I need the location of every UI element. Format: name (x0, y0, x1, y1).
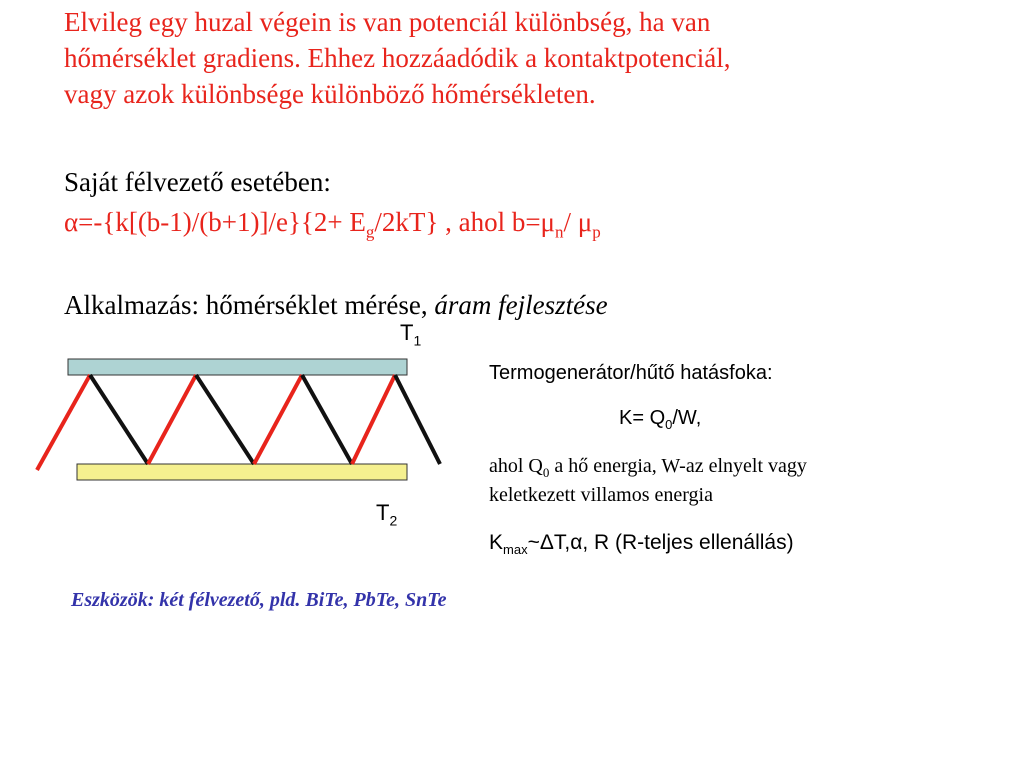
t1-sub: 1 (413, 332, 422, 349)
bottom-plate (77, 464, 407, 480)
wire-black-2 (196, 375, 254, 464)
kmax-line (489, 531, 794, 557)
formula-sub-p: p (592, 222, 601, 242)
eff-desc1-sub: 0 (542, 465, 550, 480)
formula-part-1: α=-{k[(b-1)/(b+1)]/e}{2+ E (64, 207, 366, 237)
wire-red-1 (37, 375, 90, 470)
t2-label (376, 500, 397, 528)
kmax-sub: max (503, 542, 528, 558)
formula-sub-n: n (555, 222, 564, 242)
wire-black-1 (90, 375, 148, 464)
t2-main: T (376, 500, 390, 525)
formula-part-2: /2kT} , ahol b=μ (374, 207, 556, 237)
intro-line-2: hőmérséklet gradiens. Ehhez hozzáadódik a kontaktpotenciál, (64, 43, 731, 73)
formula-part-3: / μ (563, 207, 593, 237)
intro-line-3: vagy azok különbsége különböző hőmérsékleten. (64, 79, 596, 109)
t2-sub: 2 (389, 512, 398, 529)
application-italic: áram fejlesztése (434, 290, 608, 320)
tools-line: Eszközök: két félvezető, pld. BiTe, PbTe, SnTe (71, 589, 447, 611)
kmax-rest: ~ΔT,α, R (R-teljes ellenállás) (527, 531, 794, 554)
wire-red-2 (148, 375, 196, 464)
efficiency-desc-1 (489, 455, 807, 481)
wire-black-3 (302, 375, 352, 464)
efficiency-formula (619, 407, 701, 432)
eff-desc1-a: ahol Q (489, 455, 543, 477)
eff-formula-main: K= Q (619, 407, 666, 429)
kmax-main: K (489, 531, 504, 554)
top-plate (68, 359, 407, 375)
efficiency-title: Termogenerátor/hűtő hatásfoka: (489, 362, 773, 384)
intro-line-1: Elvileg egy huzal végein is van potenciál különbség, ha van (64, 7, 711, 37)
wire-red-4 (352, 375, 395, 464)
eff-formula-sub: 0 (665, 417, 673, 432)
own-semiconductor-heading: Saját félvezető esetében: (64, 167, 331, 197)
eff-desc1-b: a hő energia, W-az elnyelt vagy (549, 455, 807, 477)
efficiency-desc-2: keletkezett villamos energia (489, 484, 713, 506)
wire-red-3 (254, 375, 302, 464)
formula-sub-g: g (365, 222, 375, 242)
eff-formula-rest: /W, (672, 407, 702, 429)
t1-label (400, 320, 421, 348)
application-plain: Alkalmazás: hőmérséklet mérése, (64, 290, 435, 320)
t1-main: T (400, 320, 414, 345)
wire-black-4 (395, 375, 440, 464)
